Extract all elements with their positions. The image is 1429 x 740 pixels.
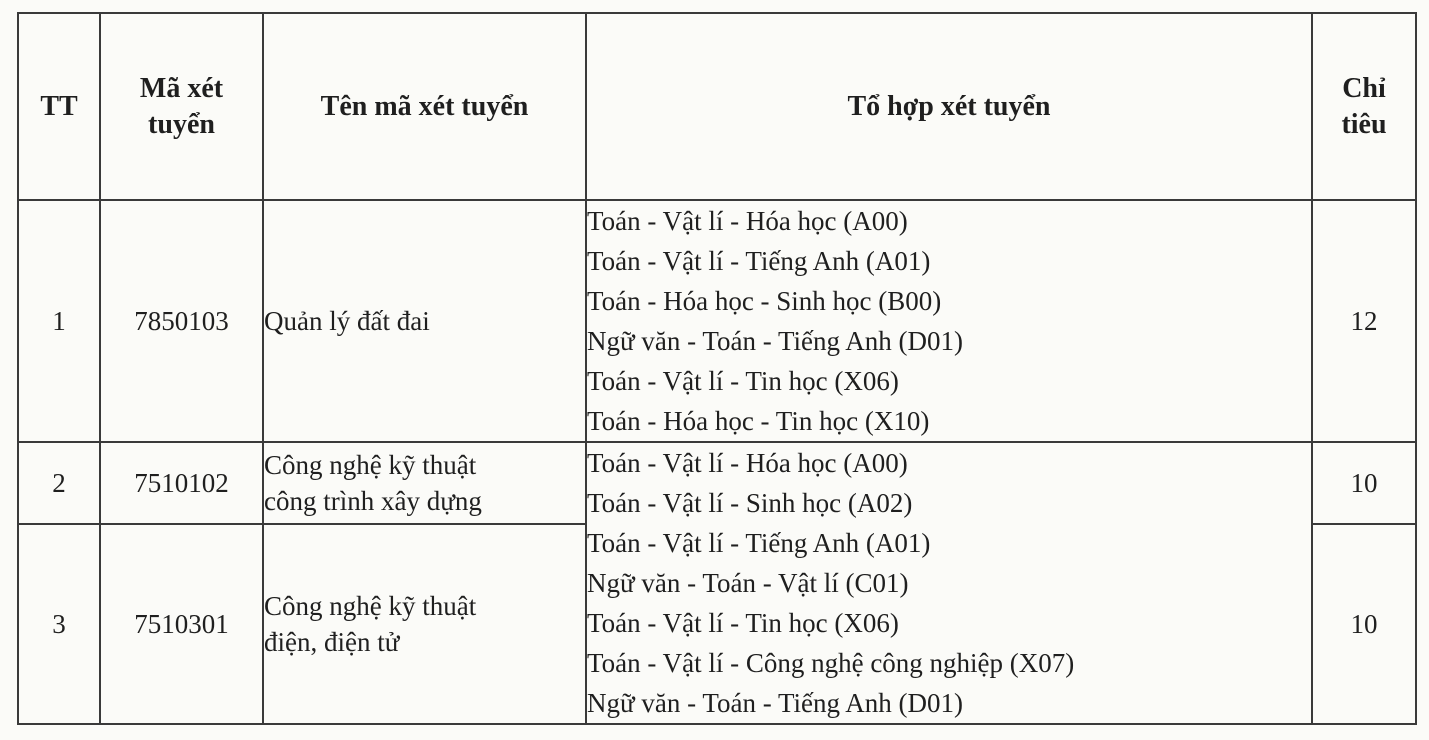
- row-program-name: [263, 442, 586, 524]
- row-code: 7850103: [100, 200, 263, 442]
- program-name-line: công trình xây dựng: [264, 486, 482, 516]
- header-row: [18, 13, 1416, 200]
- combination-item: Toán - Vật lí - Tin học (X06): [587, 366, 899, 396]
- combination-item: Toán - Vật lí - Sinh học (A02): [587, 488, 913, 518]
- row-quota: 12: [1312, 200, 1416, 442]
- header-ma-line1: Mã xét: [139, 72, 224, 104]
- program-name-line: Công nghệ kỹ thuật: [264, 591, 477, 621]
- combination-item: Toán - Hóa học - Sinh học (B00): [587, 286, 942, 316]
- header-to-hop: Tổ hợp xét tuyển: [586, 13, 1312, 200]
- combination-item: Toán - Vật lí - Hóa học (A00): [587, 448, 908, 478]
- header-chi-tieu: [1312, 13, 1416, 200]
- row-combinations: [586, 200, 1312, 442]
- header-tt: TT: [18, 13, 100, 200]
- combination-item: Toán - Vật lí - Công nghệ công nghiệp (X07): [587, 648, 1075, 678]
- row-number: 1: [18, 200, 100, 442]
- program-name-line: Công nghệ kỹ thuật: [264, 450, 477, 480]
- header-chitieu-line1: Chỉ: [1342, 72, 1386, 104]
- combination-item: Ngữ văn - Toán - Tiếng Anh (D01): [587, 688, 963, 718]
- combination-item: Toán - Vật lí - Hóa học (A00): [587, 206, 908, 236]
- combination-item: Ngữ văn - Toán - Vật lí (C01): [587, 568, 909, 598]
- row-number: 3: [18, 524, 100, 724]
- row-quota: 10: [1312, 442, 1416, 524]
- admission-table: [17, 12, 1417, 725]
- header-ma-line2: tuyển: [148, 108, 215, 140]
- header-ten-ma: Tên mã xét tuyển: [263, 13, 586, 200]
- combination-item: Ngữ văn - Toán - Tiếng Anh (D01): [587, 326, 963, 356]
- row-quota: 10: [1312, 524, 1416, 724]
- program-name-line: điện, điện tử: [264, 627, 400, 657]
- row-code: 7510102: [100, 442, 263, 524]
- table-row: [18, 200, 1416, 442]
- row-number: 2: [18, 442, 100, 524]
- row-code: 7510301: [100, 524, 263, 724]
- row-program-name: [263, 200, 586, 442]
- combination-item: Toán - Vật lí - Tiếng Anh (A01): [587, 246, 931, 276]
- table-row: [18, 442, 1416, 524]
- row-combinations-shared: [586, 442, 1312, 724]
- row-program-name: [263, 524, 586, 724]
- combination-item: Toán - Hóa học - Tin học (X10): [587, 406, 930, 436]
- combination-item: Toán - Vật lí - Tiếng Anh (A01): [587, 528, 931, 558]
- combination-item: Toán - Vật lí - Tin học (X06): [587, 608, 899, 638]
- header-chitieu-line2: tiêu: [1341, 108, 1387, 140]
- program-name-line: Quản lý đất đai: [264, 306, 430, 336]
- header-ma-xet-tuyen: [100, 13, 263, 200]
